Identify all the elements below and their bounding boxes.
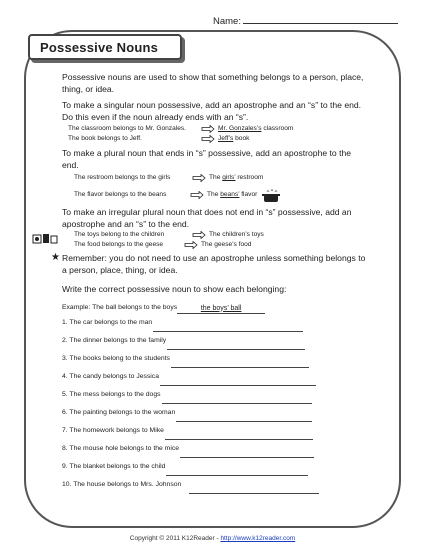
answer-line[interactable] [176, 414, 312, 422]
page-title: Possessive Nouns [40, 39, 159, 55]
answer-line[interactable] [171, 360, 309, 368]
rule-plural: To make a plural noun that ends in “s” possessive, add an apostrophe to the end. [62, 148, 352, 170]
title-box [28, 34, 182, 60]
rule-singular: To make a singular noun possessive, add an apostrophe and an “s” to the end. Do this even if the noun already ends with an “s”. [62, 100, 362, 122]
star-icon: ★ [51, 252, 60, 263]
example-row [74, 230, 370, 240]
example-sentence: The restroom belongs to the girls [74, 174, 171, 181]
example-answer: The beans’ flavor [207, 191, 258, 198]
arrow-icon [190, 191, 204, 199]
question-row: 4. The candy belongs to Jessica [62, 368, 370, 386]
question-row: 9. The blanket belongs to the child [62, 458, 370, 476]
arrow-icon [184, 241, 198, 249]
question-row: 6. The painting belongs to the woman [62, 404, 370, 422]
example-answer: The girls’ restroom [209, 174, 264, 181]
example-row [74, 187, 370, 203]
example-sentence: The food belongs to the geese [74, 241, 164, 248]
arrow-icon [192, 231, 206, 239]
remember-note: ★ Remember: you do not need to use an apostrophe unless something belongs to a person, place, thing, or idea. [51, 252, 366, 275]
example-answer: Jeff’s book [218, 135, 250, 142]
answer-line[interactable] [153, 324, 303, 332]
example-exercise: Example: The ball belongs to the boys the boys’ ball [62, 302, 370, 314]
answer-line[interactable] [166, 468, 308, 476]
bean-pot-icon [261, 187, 281, 203]
k12reader-link[interactable]: http://www.k12reader.com [220, 535, 296, 542]
example-answer: The children’s toys [209, 231, 264, 238]
example-answer: the boys’ ball [177, 304, 265, 314]
answer-line[interactable] [189, 486, 319, 494]
rule-irregular: To make an irregular plural noun that does not end in “s” possessive, add an apostrophe and an “s” to the end. [62, 207, 352, 229]
question-row: 3. The books belong to the students [62, 350, 370, 368]
answer-line[interactable] [160, 378, 316, 386]
worksheet-content [51, 72, 370, 494]
question-row: 5. The mess belongs to the dogs [62, 386, 370, 404]
question-row: 8. The mouse hole belongs to the mice [62, 440, 370, 458]
example-answer: Mr. Gonzales’s classroom [218, 125, 294, 132]
arrow-icon [201, 125, 215, 133]
example-row [74, 240, 370, 250]
answer-line[interactable] [167, 342, 305, 350]
intro-text: Possessive nouns are used to show that something belongs to a person, place, thing, or idea. [62, 72, 364, 94]
name-label: Name: [213, 16, 241, 27]
irregular-examples [62, 230, 370, 250]
arrow-icon [192, 174, 206, 182]
footer: Copyright © 2011 K12Reader - http://www.k12reader.com [129, 535, 296, 542]
example-answer: The geese’s food [201, 241, 252, 248]
question-row: 2. The dinner belongs to the family [62, 332, 370, 350]
example-row [68, 134, 370, 144]
example-sentence: The book belongs to Jeff. [68, 135, 142, 142]
name-line[interactable] [243, 14, 398, 24]
example-sentence: The flavor belongs to the beans [74, 191, 167, 198]
example-row [68, 124, 370, 134]
answer-line[interactable] [180, 450, 314, 458]
example-row [74, 173, 370, 183]
example-sentence: The classroom belongs to Mr. Gonzales. [68, 125, 187, 132]
question-row: 1. The car belongs to the man [62, 314, 370, 332]
answer-line[interactable] [162, 396, 312, 404]
instructions: Write the correct possessive noun to show each belonging: [62, 284, 287, 294]
question-row: 7. The homework belongs to Mike [62, 422, 370, 440]
children-geese-icon [32, 232, 58, 244]
question-row: 10. The house belongs to Mrs. Johnson [62, 476, 370, 494]
name-field [213, 14, 398, 27]
example-sentence: The toys belong to the children [74, 231, 165, 238]
arrow-icon [201, 135, 215, 143]
answer-line[interactable] [165, 432, 313, 440]
